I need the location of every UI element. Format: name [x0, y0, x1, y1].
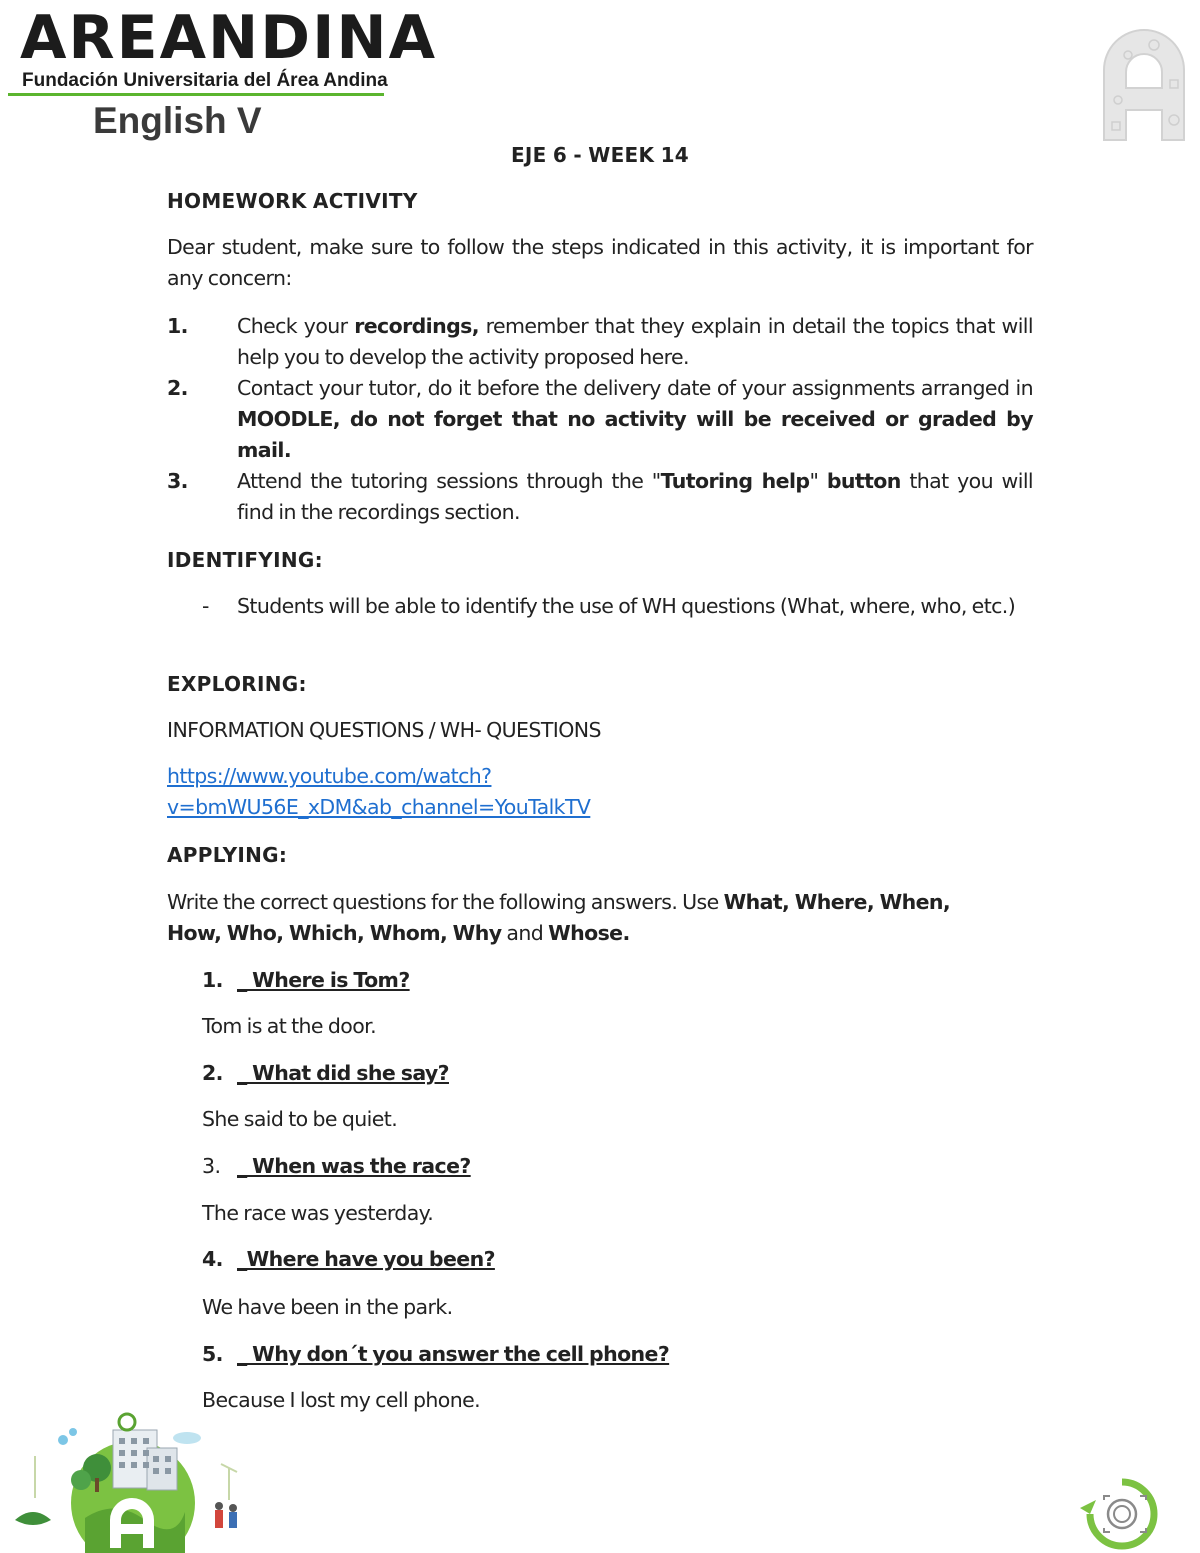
logo-subtitle: Fundación Universitaria del Área Andina — [22, 70, 388, 91]
applying-instructions: Write the correct questions for the following answers. Use What, Where, When, How, Who, Which, Whom, Why and Whose. — [167, 890, 951, 945]
logo-wordmark: AREANDINA — [20, 3, 438, 73]
exercise-question: _ When was the race? — [237, 1154, 471, 1178]
step-number: 1. — [167, 314, 188, 338]
eco-city-illustration-icon — [15, 1408, 250, 1553]
course-title: English V — [93, 100, 262, 141]
homework-heading: HOMEWORK ACTIVITY — [167, 189, 418, 213]
watermark-logo-icon — [1088, 0, 1200, 145]
exercise-answer: The race was yesterday. — [202, 1201, 434, 1225]
logo-underline — [8, 93, 384, 96]
list-bullet: - — [202, 594, 209, 618]
exercise-answer: We have been in the park. — [202, 1295, 453, 1319]
exploring-heading: EXPLORING: — [167, 672, 307, 696]
step-text: Check your recordings, remember that they explain in detail the topics that will help you to develop the activity proposed here. — [237, 314, 1034, 369]
step-text: Contact your tutor, do it before the delivery date of your assignments arranged in MOODLE, do not forget that no activity will be received or graded by mail. — [237, 376, 1033, 462]
video-link[interactable]: https://www.youtube.com/watch? — [167, 764, 492, 788]
step-text: Attend the tutoring sessions through the "Tutoring help" button that you will find in the recordings section. — [237, 469, 1034, 524]
exercise-answer: Because I lost my cell phone. — [202, 1388, 481, 1412]
eco-badge-icon — [1076, 1478, 1168, 1550]
exercise-question: _ What did she say? — [237, 1061, 449, 1085]
exercise-question: _Where have you been? — [237, 1247, 495, 1271]
exercise-number: 3. — [202, 1154, 221, 1178]
exercise-question: _ Why don´t you answer the cell phone? — [237, 1342, 670, 1366]
intro-paragraph: Dear student, make sure to follow the steps indicated in this activity, it is important for any concern: — [167, 235, 1033, 290]
applying-heading: APPLYING: — [167, 843, 288, 867]
document-title: EJE 6 - WEEK 14 — [510, 143, 690, 167]
exercise-number: 2. — [202, 1061, 223, 1085]
exercise-number: 4. — [202, 1247, 223, 1271]
video-link-continued[interactable]: v=bmWU56E_xDM&ab_channel=YouTalkTV — [167, 795, 591, 819]
step-number: 2. — [167, 376, 188, 400]
video-link-container — [167, 761, 590, 823]
exercise-number: 5. — [202, 1342, 223, 1366]
exercise-answer: She said to be quiet. — [202, 1107, 398, 1131]
exercise-answer: Tom is at the door. — [202, 1014, 376, 1038]
step-number: 3. — [167, 469, 188, 493]
exercise-question: _ Where is Tom? — [237, 968, 410, 992]
exploring-topic: INFORMATION QUESTIONS / WH- QUESTIONS — [167, 718, 601, 742]
exercise-number: 1. — [202, 968, 223, 992]
identifying-heading: IDENTIFYING: — [167, 548, 323, 572]
identifying-text: Students will be able to identify the use of WH questions (What, where, who, etc.) — [237, 594, 1016, 618]
